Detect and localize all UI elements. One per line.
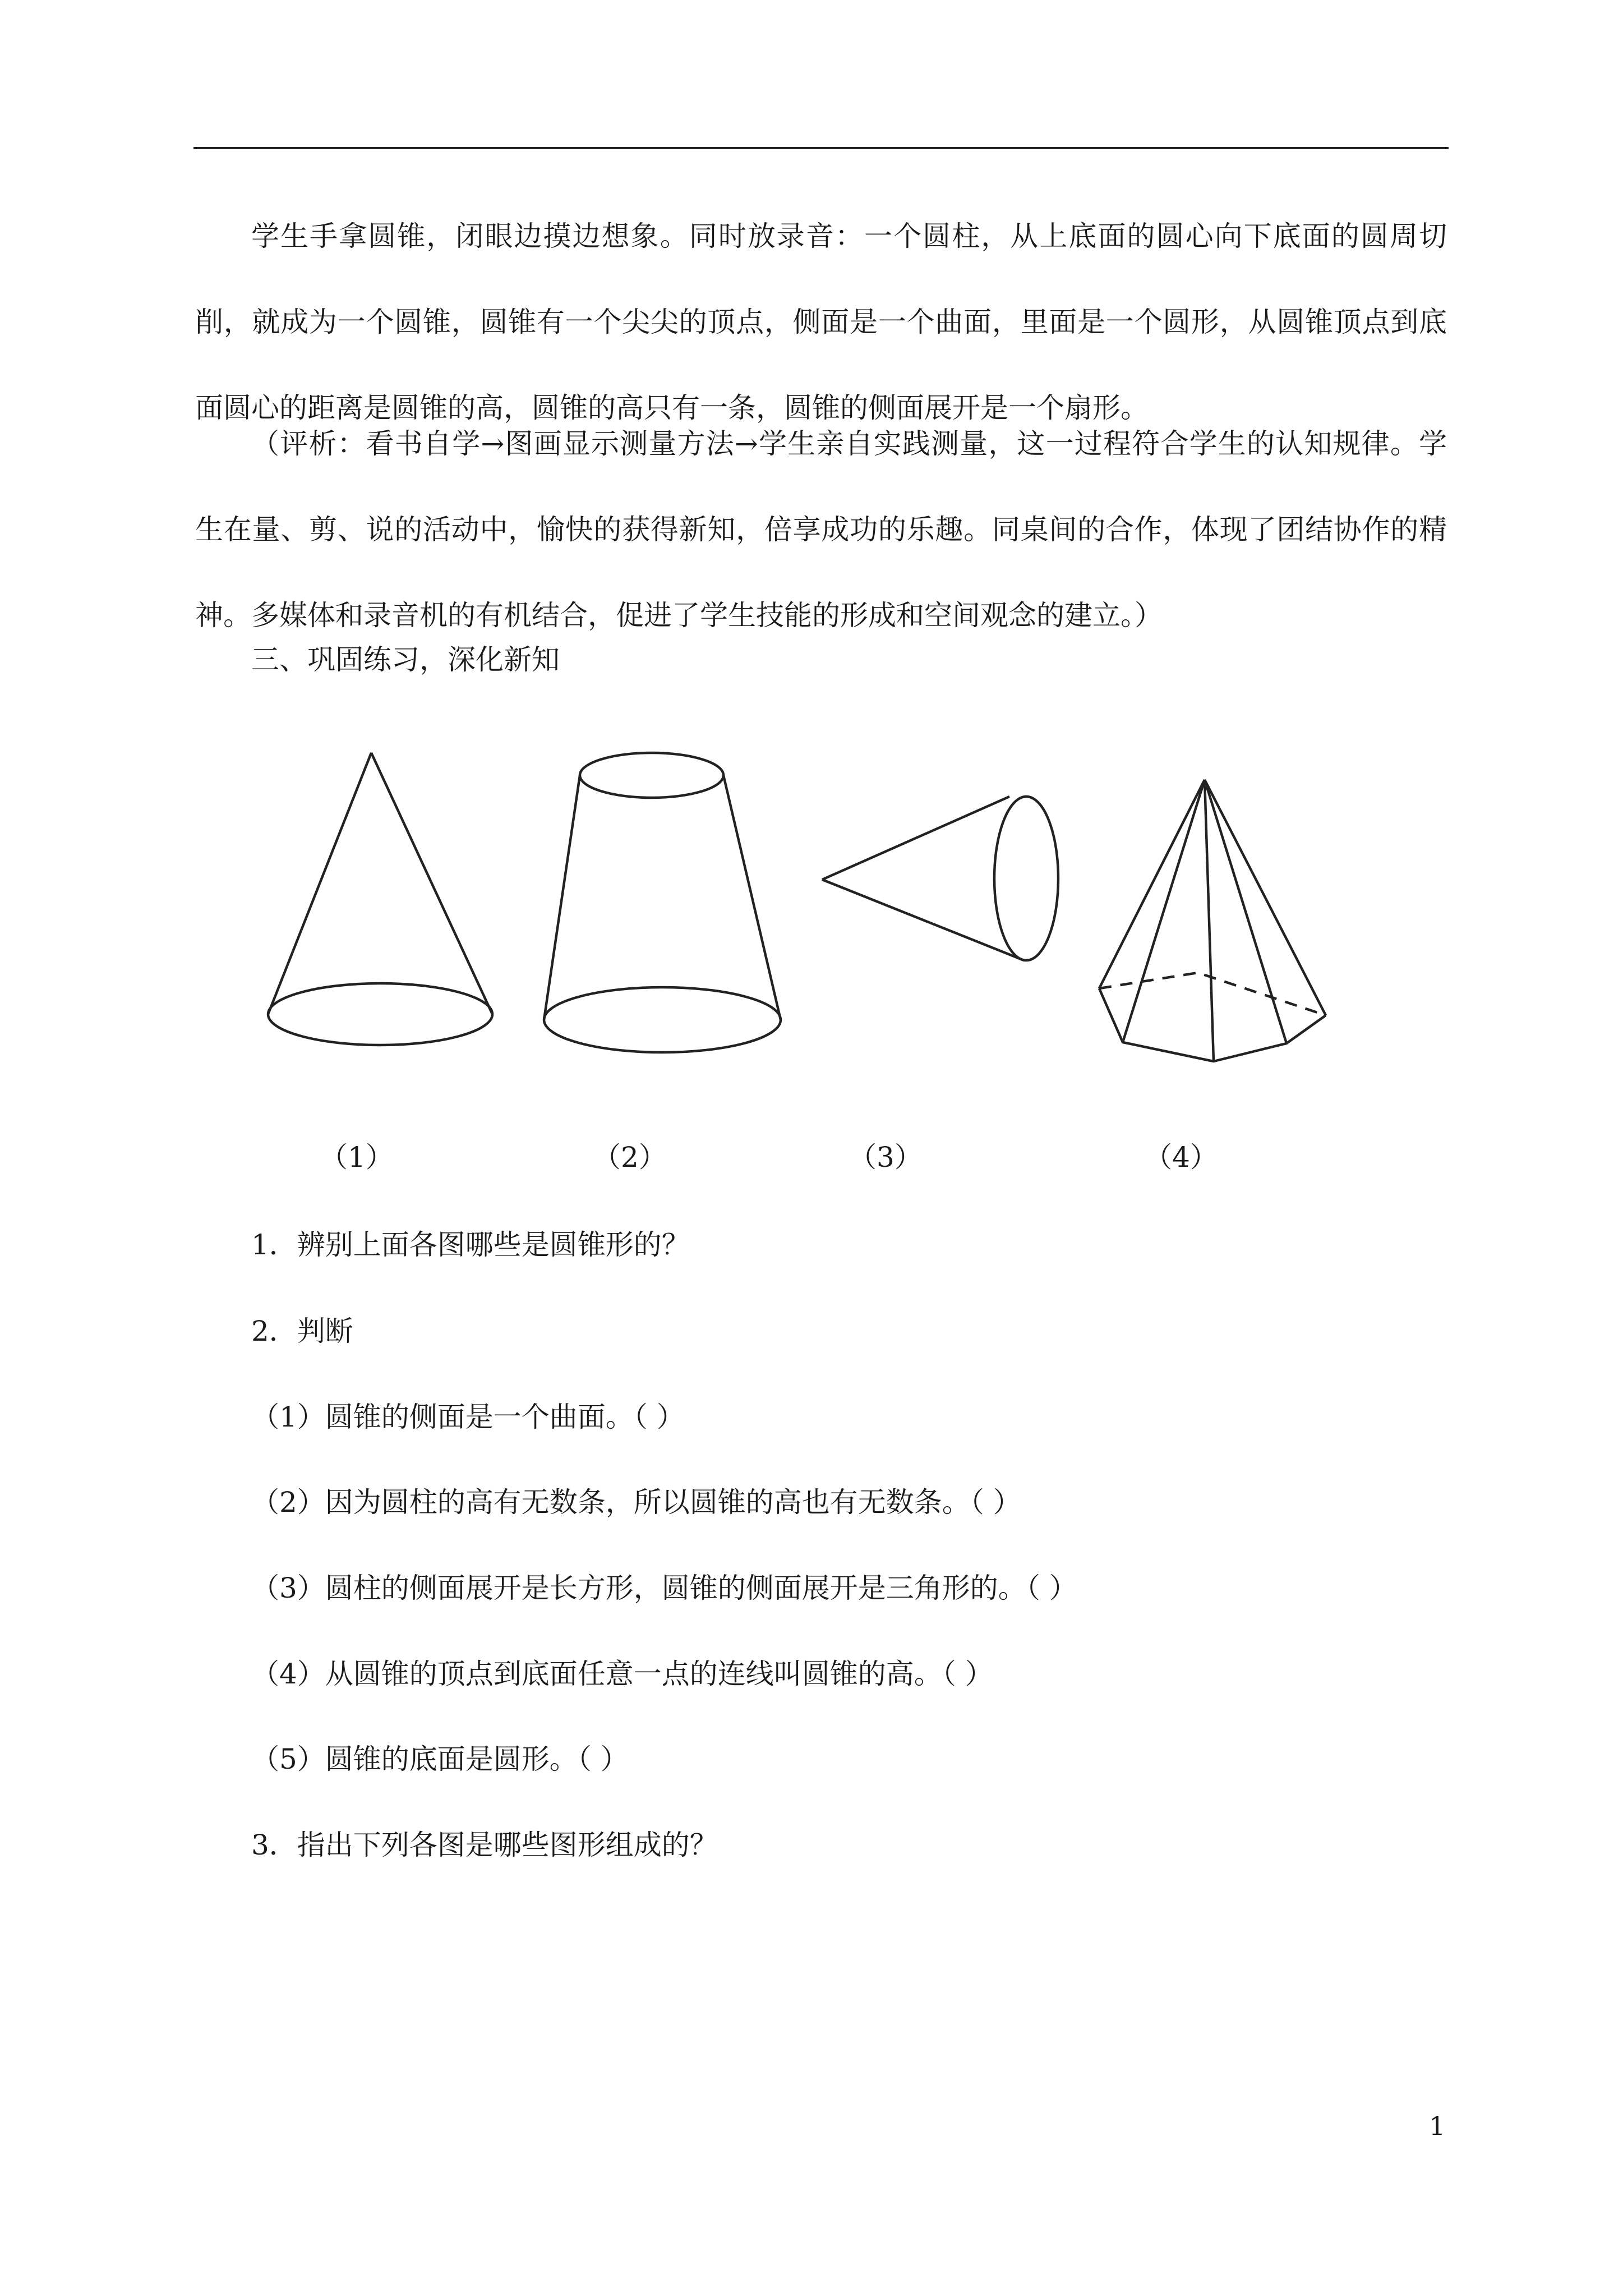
question-3: 3．指出下列各图是哪些图形组成的？ — [251, 1829, 718, 1861]
page-number: 1 — [1429, 2111, 1446, 2141]
judgment-item: （1）圆锥的侧面是一个曲面。（ ） — [251, 1401, 685, 1433]
judgment-item: （5）圆锥的底面是圆形。（ ） — [251, 1743, 629, 1775]
figure-label-1: （1） — [320, 1141, 394, 1174]
figure-4-pyramid — [1099, 780, 1326, 1061]
figure-label-3: （3） — [849, 1141, 923, 1174]
judgment-item: （2）因为圆柱的高有无数条，所以圆锥的高也有无数条。（ ） — [251, 1486, 1021, 1519]
section-heading: 三、巩固练习，深化新知 — [251, 643, 560, 676]
paragraph-cone-description: 学生手拿圆锥，闭眼边摸边想象。同时放录音：一个圆柱，从上底面的圆心向下底面的圆周切削，就成为一个圆锥，圆锥有一个尖尖的顶点，侧面是一个曲面，里面是一个圆形，从圆锥顶点到底面圆心的距离是圆锥的高，圆锥的高只有一条，圆锥的侧面展开是一个扇形。 — [195, 220, 1447, 424]
figure-label-2: （2） — [593, 1141, 667, 1174]
paragraph-commentary: （评析：看书自学→图画显示测量方法→学生亲自实践测量，这一过程符合学生的认知规律。学生在量、剪、说的活动中，愉快的获得新知，倍享成功的乐趣。同桌间的合作，体现了团结协作的精神。多媒体和录音机的有机结合，促进了学生技能的形成和空间观念的建立。） — [195, 427, 1447, 632]
judgment-item: （4）从圆锥的顶点到底面任意一点的连线叫圆锥的高。（ ） — [251, 1658, 993, 1690]
question-2: 2．判断 — [251, 1315, 353, 1347]
figure-label-4: （4） — [1144, 1141, 1218, 1174]
judgment-item: （3）圆柱的侧面展开是长方形，圆锥的侧面展开是三角形的。（ ） — [251, 1572, 1077, 1604]
solid-figures-illustration — [0, 0, 1623, 1122]
figure-2-frustum — [544, 753, 781, 1052]
figure-3-sideways-cone — [822, 797, 1058, 960]
figure-1-cone — [268, 753, 492, 1045]
question-1: 1．辨别上面各图哪些是圆锥形的？ — [251, 1228, 690, 1261]
